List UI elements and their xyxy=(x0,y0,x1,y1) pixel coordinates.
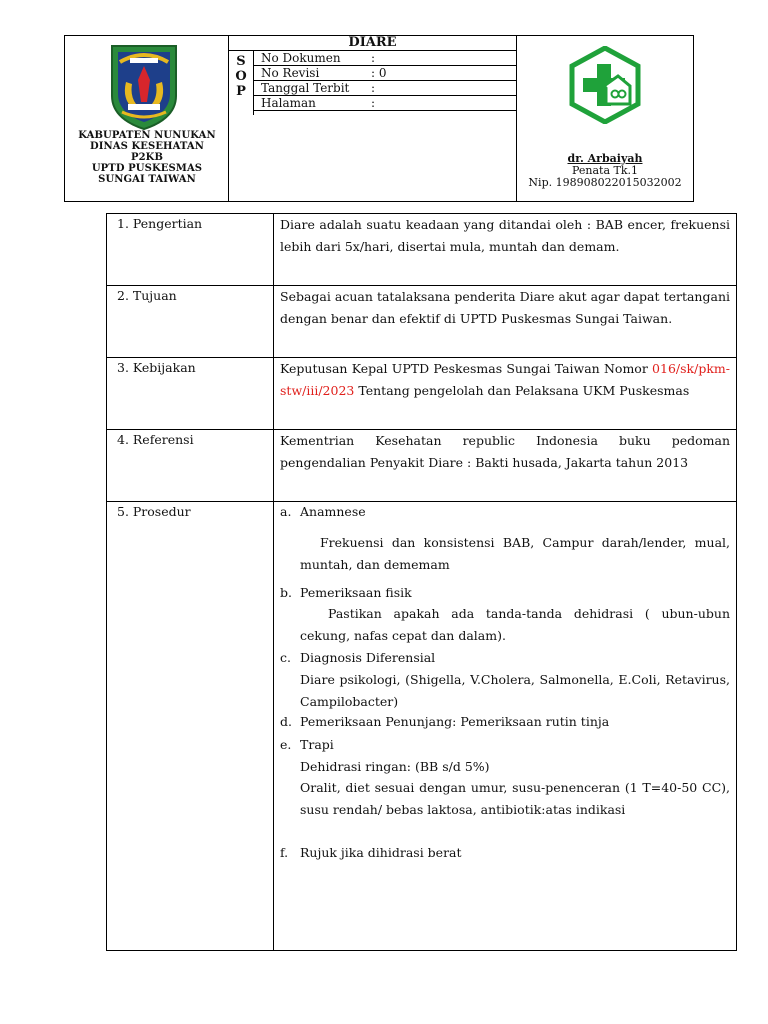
step-marker: b. xyxy=(280,585,292,600)
document-info-cell xyxy=(229,36,517,201)
document-title: DIARE xyxy=(229,36,516,51)
section-text-referensi: Kementrian Kesehatan republic Indonesia buku pedoman pengendalian Penyakit Diare : Bakti husada, Jakarta tahun 2013 xyxy=(280,433,730,470)
sop-content-table xyxy=(106,213,737,951)
field-no-revisi xyxy=(254,66,516,81)
step-trapi-line1: Dehidrasi ringan: (BB s/d 5%) xyxy=(300,759,490,774)
step-marker: a. xyxy=(280,504,292,519)
regency-emblem-icon xyxy=(106,42,182,130)
sop-label xyxy=(229,51,254,115)
institution-cell xyxy=(65,36,229,201)
signer-name: dr. Arbaiyah xyxy=(567,152,643,165)
section-text-pengertian: Diare adalah suatu keadaan yang ditandai oleh : BAB encer, frekuensi lebih dari 5x/hari, disertai mula, muntah dan demam. xyxy=(280,217,730,254)
sop-letter: O xyxy=(235,69,247,84)
field-value: : xyxy=(371,96,376,110)
decree-number: 016/sk/pkm-stw/iii/2023 xyxy=(280,361,730,398)
field-label: No Dokumen xyxy=(261,51,341,65)
field-tanggal-terbit xyxy=(254,81,516,96)
org-line: DINAS KESEHATAN xyxy=(89,141,205,152)
section-text-kebijakan xyxy=(280,358,730,401)
org-line: KABUPATEN NUNUKAN xyxy=(78,130,216,141)
sop-letter: S xyxy=(236,54,246,69)
section-label-pengertian: 1. Pengertian xyxy=(117,216,203,231)
field-value: : xyxy=(371,51,376,65)
section-text-tujuan: Sebagai acuan tatalaksana penderita Diare akut agar dapat tertangani dengan benar dan efektif di UPTD Puskesmas Sungai Taiwan. xyxy=(280,289,730,326)
step-title-trapi: Trapi xyxy=(300,737,334,752)
field-halaman xyxy=(254,96,516,111)
step-marker: d. xyxy=(280,714,292,729)
step-detail-diagnosis: Diare psikologi, (Shigella, V.Cholera, Salmonella, E.Coli, Retavirus, Campilobacter) xyxy=(300,672,730,709)
field-label: Tanggal Terbit xyxy=(261,81,350,95)
section-label-prosedur: 5. Prosedur xyxy=(117,504,191,519)
field-value: : 0 xyxy=(371,66,387,80)
kebijakan-text-before: Keputusan Kepal UPTD Peskesmas Sungai Taiwan Nomor xyxy=(280,361,648,376)
field-no-dokumen xyxy=(254,51,516,66)
step-title-anamnese: Anamnese xyxy=(300,504,366,519)
step-title-diagnosis: Diagnosis Diferensial xyxy=(300,650,436,665)
step-detail-pemeriksaan-fisik: Pastikan apakah ada tanda-tanda dehidrasi ( ubun-ubun cekung, nafas cepat dan dalam). xyxy=(300,606,730,643)
step-title-pemeriksaan-fisik: Pemeriksaan fisik xyxy=(300,585,412,600)
sop-header xyxy=(64,35,694,202)
signer-rank: Penata Tk.1 xyxy=(571,164,639,177)
section-label-kebijakan: 3. Kebijakan xyxy=(117,360,196,375)
puskesmas-logo-icon xyxy=(566,46,644,124)
column-divider xyxy=(273,214,274,950)
field-value: : xyxy=(371,81,376,95)
step-marker: e. xyxy=(280,737,292,752)
sop-letter: P xyxy=(236,84,246,99)
step-detail-trapi: Oralit, diet sesuai dengan umur, susu-penenceran (1 T=40-50 CC), susu rendah/ bebas laktosa, antibiotik:atas indikasi xyxy=(300,780,730,817)
signer-nip: Nip. 198908022015032002 xyxy=(528,176,682,189)
org-line: P2KB xyxy=(130,152,164,163)
section-label-referensi: 4. Referensi xyxy=(117,432,194,447)
kebijakan-text-after: Tentang pengelolah dan Pelaksana UKM Puskesmas xyxy=(358,382,690,398)
authorization-cell xyxy=(517,36,693,201)
step-detail-anamnese: Frekuensi dan konsistensi BAB, Campur darah/lender, mual, muntah, dan dememam xyxy=(300,535,730,572)
field-label: No Revisi xyxy=(261,66,320,80)
institution-name xyxy=(65,130,229,185)
step-title-penunjang: Pemeriksaan Penunjang: Pemeriksaan rutin tinja xyxy=(300,714,610,729)
step-marker: f. xyxy=(280,845,289,860)
section-label-tujuan: 2. Tujuan xyxy=(117,288,177,303)
row-divider xyxy=(107,501,736,502)
step-marker: c. xyxy=(280,650,291,665)
step-title-rujuk: Rujuk jika dihidrasi berat xyxy=(300,845,462,860)
field-label: Halaman xyxy=(261,96,316,110)
signature-block xyxy=(517,153,693,189)
org-line: UPTD PUSKESMAS xyxy=(91,163,203,174)
org-line: SUNGAI TAIWAN xyxy=(98,174,196,185)
